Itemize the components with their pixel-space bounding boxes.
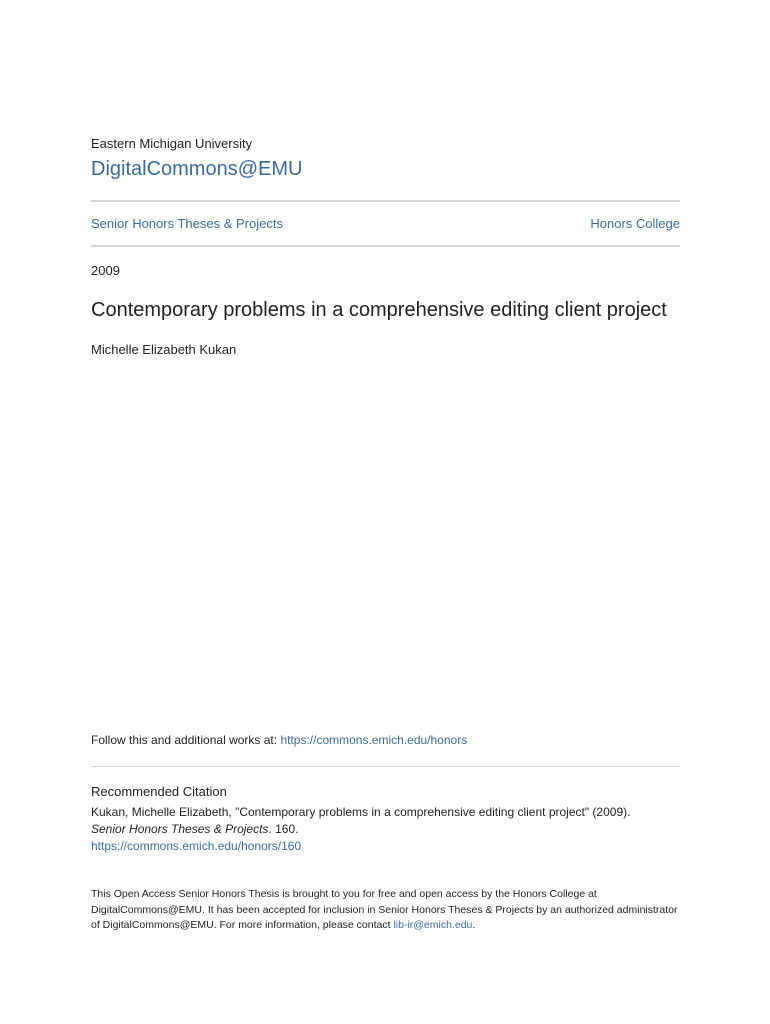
notice-end: . [472, 919, 476, 931]
document-title: Contemporary problems in a comprehensive editing client project [91, 299, 667, 321]
divider-top [91, 200, 680, 202]
citation-block [91, 804, 680, 855]
follow-line [91, 733, 467, 747]
citation-link[interactable]: https://commons.emich.edu/honors/160 [91, 839, 302, 853]
follow-link[interactable]: https://commons.emich.edu/honors [280, 733, 468, 747]
follow-prefix: Follow this and additional works at: [91, 733, 281, 747]
access-notice [91, 887, 680, 934]
author-name: Michelle Elizabeth Kukan [91, 342, 237, 357]
collection-link[interactable]: Senior Honors Theses & Projects [91, 216, 283, 231]
college-link[interactable]: Honors College [590, 216, 680, 231]
divider-bottom [91, 245, 680, 247]
repository-link[interactable]: DigitalCommons@EMU [91, 158, 303, 180]
notice-text: This Open Access Senior Honors Thesis is brought to you for free and open access by the Honors College at DigitalCommons@EMU. It has been accepted for inclusion in Senior Honors Theses & Projects by an authorized administrator of DigitalCommons@EMU. For more information, please contact [91, 888, 678, 931]
publication-year: 2009 [91, 263, 120, 278]
institution-name: Eastern Michigan University [91, 136, 253, 151]
citation-series-line [91, 821, 680, 838]
divider-citation [91, 766, 680, 767]
cover-page [91, 0, 680, 1024]
citation-line: Kukan, Michelle Elizabeth, "Contemporary problems in a comprehensive editing client project" (2009). [91, 805, 631, 819]
contact-email-link[interactable]: lib-ir@emich.edu [393, 919, 473, 931]
citation-series: Senior Honors Theses & Projects [91, 822, 269, 836]
citation-number: . 160. [268, 822, 299, 836]
citation-heading: Recommended Citation [91, 784, 227, 799]
